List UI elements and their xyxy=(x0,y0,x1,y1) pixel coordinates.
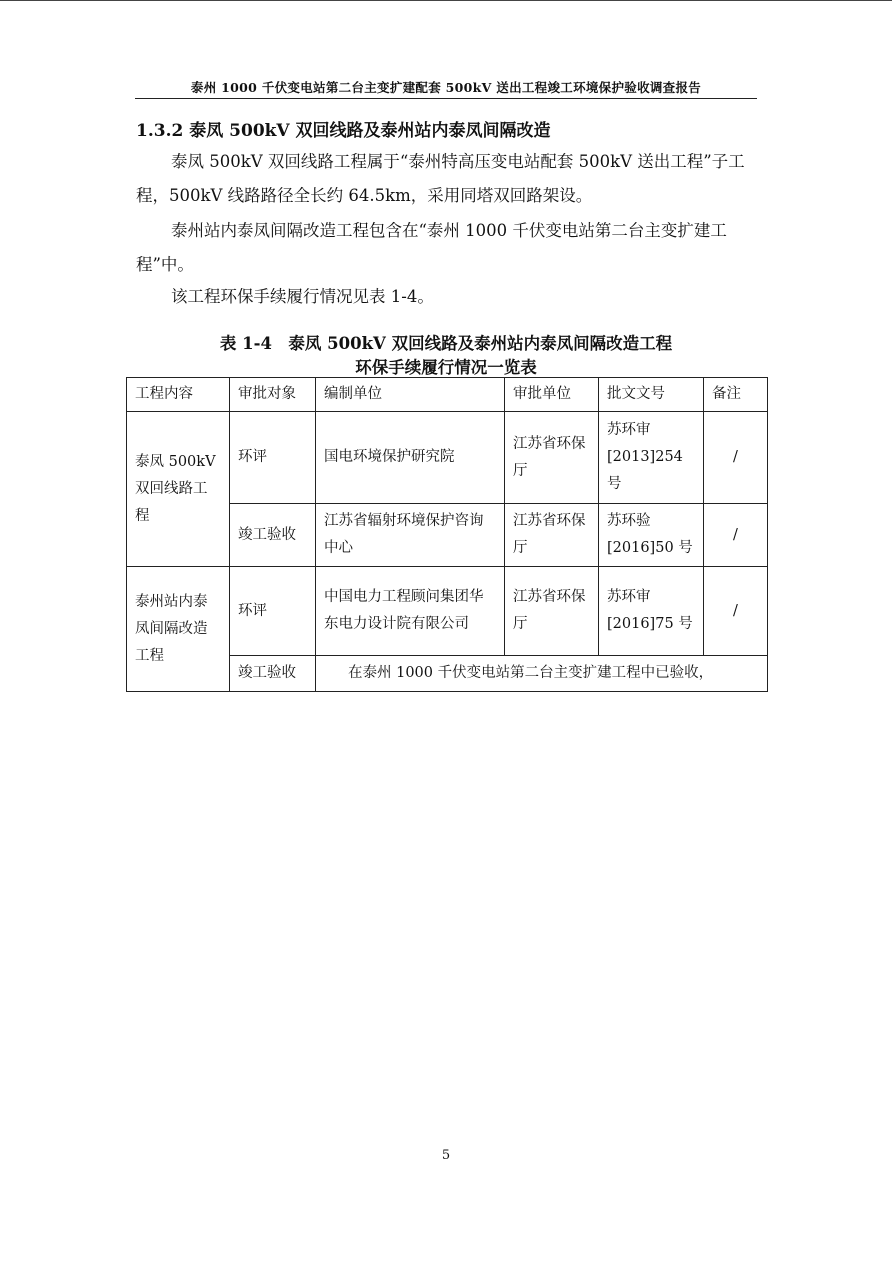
table-caption: 表 1-4 泰凤 500kV 双回线路及泰州站内泰凤间隔改造工程 xyxy=(219,334,673,353)
approver-cell: 江苏省环保厅 xyxy=(505,412,599,504)
table-header-cell: 批文文号 xyxy=(599,378,704,412)
approvals-table xyxy=(126,377,768,692)
table-row xyxy=(127,412,768,504)
document-number-cell: 苏环审[2016]75 号 xyxy=(599,567,704,656)
page-top-border xyxy=(0,0,892,1)
header-divider xyxy=(135,98,757,99)
body-paragraph: 该工程环保手续履行情况见表 1-4。 xyxy=(171,287,434,306)
table-header-cell: 编制单位 xyxy=(316,378,505,412)
table-caption-subtitle: 环保手续履行情况一览表 xyxy=(355,358,537,377)
document-number-cell: 苏环审[2013]254 号 xyxy=(599,412,704,504)
project-cell: 泰凤 500kV 双回线路工程 xyxy=(127,412,230,567)
approval-object-cell: 环评 xyxy=(230,567,316,656)
remark-cell: / xyxy=(704,504,768,567)
project-cell: 泰州站内泰凤间隔改造工程 xyxy=(127,567,230,692)
document-number-cell: 苏环验[2016]50 号 xyxy=(599,504,704,567)
table-header-cell: 备注 xyxy=(704,378,768,412)
table-header-row xyxy=(127,378,768,412)
body-paragraph: 泰州站内泰凤间隔改造工程包含在“泰州 1000 千伏变电站第二台主变扩建工程”中。 xyxy=(136,221,727,274)
approver-cell: 江苏省环保厅 xyxy=(505,567,599,656)
remark-cell: / xyxy=(704,567,768,656)
compiler-cell: 中国电力工程顾问集团华东电力设计院有限公司 xyxy=(316,567,505,656)
compiler-cell: 国电环境保护研究院 xyxy=(316,412,505,504)
table-row xyxy=(127,567,768,656)
approver-cell: 江苏省环保厅 xyxy=(505,504,599,567)
approval-object-cell: 竣工验收 xyxy=(230,504,316,567)
table-header-cell: 审批对象 xyxy=(230,378,316,412)
remark-cell: / xyxy=(704,412,768,504)
table-header-cell: 工程内容 xyxy=(127,378,230,412)
page-number: 5 xyxy=(441,1148,451,1163)
body-paragraph: 泰凤 500kV 双回线路工程属于“泰州特高压变电站配套 500kV 送出工程”子工程，500kV 线路路径全长约 64.5km，采用同塔双回路架设。 xyxy=(136,152,745,205)
table-header-cell: 审批单位 xyxy=(505,378,599,412)
approval-object-cell: 环评 xyxy=(230,412,316,504)
approval-object-cell: 竣工验收 xyxy=(230,656,316,692)
compiler-cell: 江苏省辐射环境保护咨询中心 xyxy=(316,504,505,567)
running-header: 泰州 1000 千伏变电站第二台主变扩建配套 500kV 送出工程竣工环境保护验收调查报告 xyxy=(190,80,702,95)
merged-note-cell: 在泰州 1000 千伏变电站第二台主变扩建工程中已验收， xyxy=(316,656,768,692)
section-heading: 1.3.2 泰凤 500kV 双回线路及泰州站内泰凤间隔改造 xyxy=(136,121,551,141)
